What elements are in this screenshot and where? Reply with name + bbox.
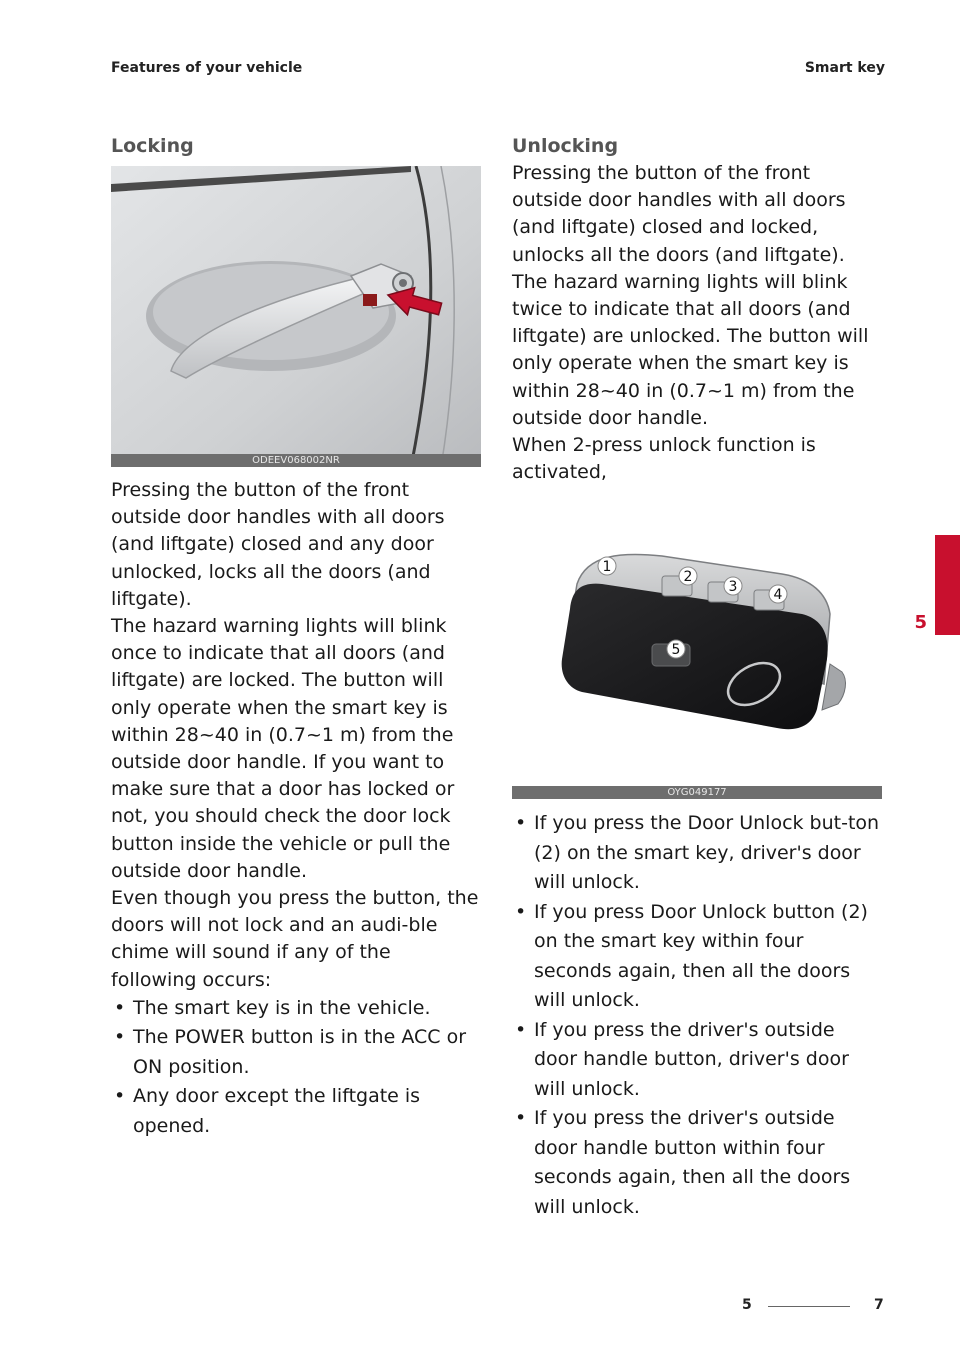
- unlocking-paragraph-1: Pressing the button of the front outside door handles with all doors (and liftgate) closed and locked, unlocks all the doors (and liftgate). The hazard warning lights will blink twice to indicate that all doors (and liftgate) are unlocked. The button will only operate when the smart key is within 28~40 in (0.7~1 m) from the outside door handle.: [512, 162, 869, 429]
- key-label-2: 2: [683, 569, 693, 586]
- key-label-5: 5: [671, 642, 681, 659]
- locking-heading: Locking: [111, 135, 194, 157]
- locking-body: [111, 477, 481, 1141]
- list-item: • The POWER button is in the ACC or ON position.: [114, 1026, 467, 1078]
- locking-conditions-list: [111, 994, 481, 1142]
- figure-code: ODEEV068002NR: [111, 454, 481, 467]
- list-item: • If you press the Door Unlock but-ton (2) on the smart key, driver's door will unlock.: [515, 812, 880, 894]
- list-item: • If you press the driver's outside door handle button within four seconds again, then all the doors will unlock.: [515, 1107, 851, 1218]
- smart-key-illustration: [512, 494, 882, 799]
- list-item: • If you press the driver's outside door handle button, driver's door will unlock.: [515, 1018, 849, 1100]
- key-label-4: 4: [773, 587, 783, 604]
- right-column: [512, 132, 882, 1222]
- key-label-1: 1: [602, 559, 612, 576]
- list-item: • Any door except the liftgate is opened.: [114, 1085, 421, 1137]
- figure-code: OYG049177: [512, 786, 882, 799]
- unlocking-list: [512, 809, 882, 1222]
- list-item: • The smart key is in the vehicle.: [114, 996, 431, 1019]
- chapter-tab-number: 5: [914, 612, 927, 633]
- unlocking-paragraph-2: When 2-press unlock function is activated,: [512, 434, 816, 484]
- footer-chapter: 5: [742, 1297, 752, 1313]
- smart-key-figure: [512, 494, 882, 799]
- locking-paragraph-1: Pressing the button of the front outside door handles with all doors (and liftgate) closed and any door unlocked, locks all the doors (and liftgate).: [111, 479, 445, 610]
- left-column: [111, 132, 481, 1141]
- door-handle-figure: [111, 166, 481, 467]
- running-header-topic: Smart key: [804, 60, 885, 76]
- locking-paragraph-3: Even though you press the button, the doors will not lock and an audi-ble chime will sound if any of the following occurs:: [111, 887, 479, 991]
- list-item: • If you press Door Unlock button (2) on the smart key within four seconds again, then all the doors will unlock.: [515, 900, 868, 1012]
- footer-page-number: 7: [874, 1297, 884, 1313]
- unlocking-heading: Unlocking: [512, 135, 619, 157]
- key-label-3: 3: [728, 579, 738, 596]
- chapter-tab: [935, 535, 960, 635]
- locking-paragraph-2: The hazard warning lights will blink once to indicate that all doors (and liftgate) are locked. The button will only operate when the smart key is within 28~40 in (0.7~1 m) from the outside door handle. If you want to make sure that a door has locked or not, you should check the door lock button inside the vehicle or pull the outside door handle.: [111, 615, 455, 882]
- footer-divider: [768, 1306, 850, 1307]
- running-header-section: Features of your vehicle: [111, 60, 303, 76]
- door-handle-illustration: [111, 166, 481, 467]
